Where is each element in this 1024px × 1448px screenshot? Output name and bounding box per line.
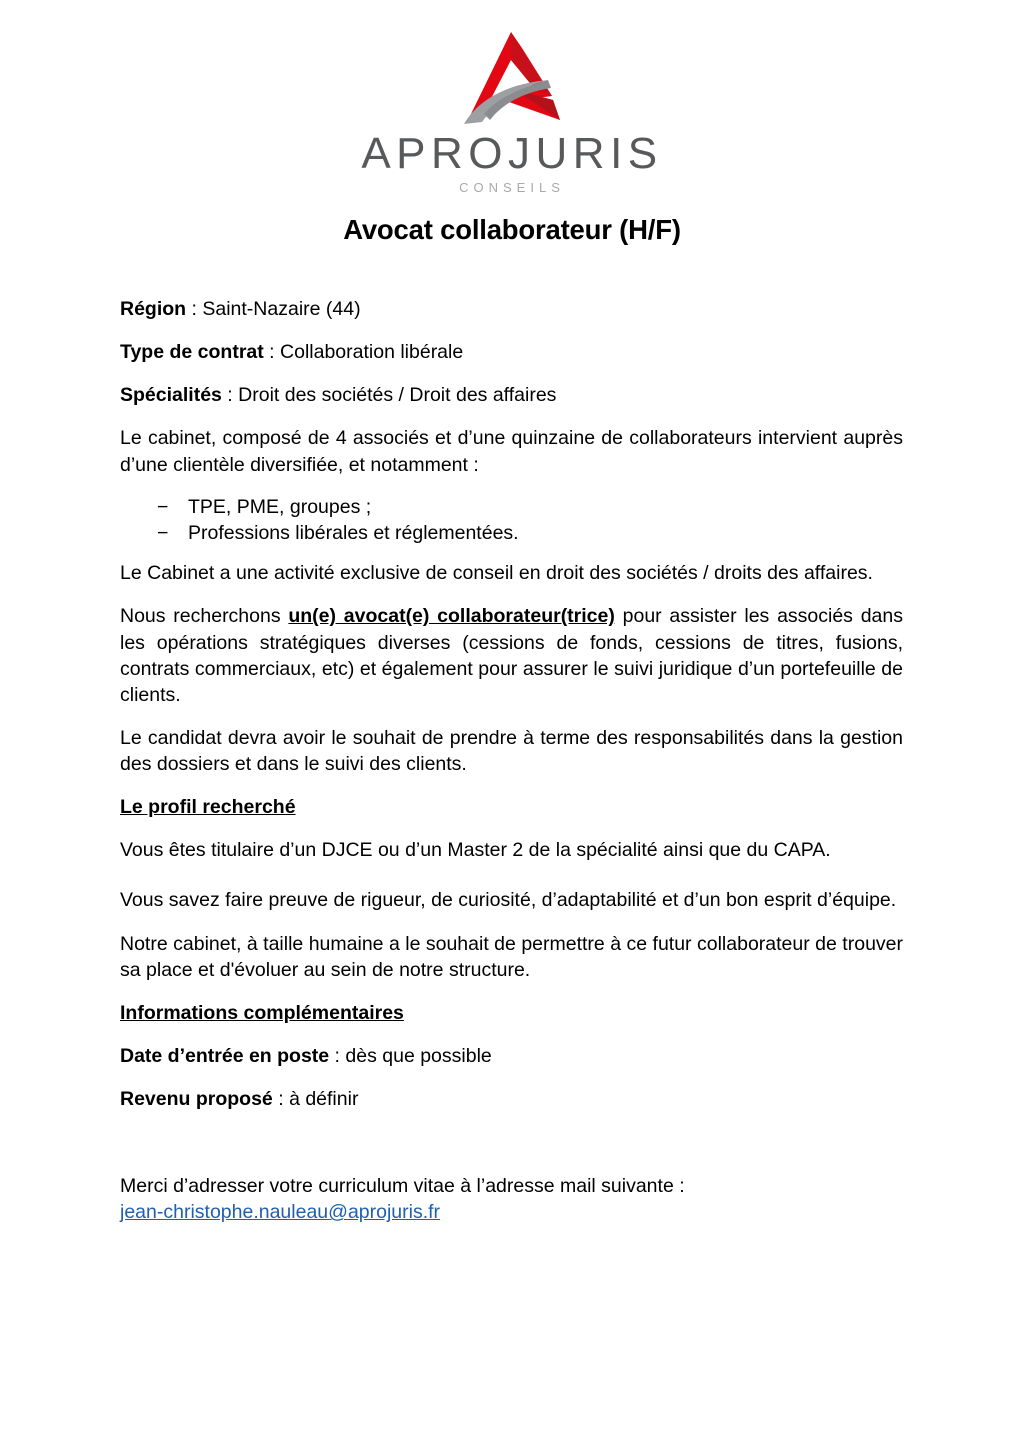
field-specialty-label: Spécialités: [120, 384, 222, 407]
list-item-label: TPE, PME, groupes ;: [188, 495, 372, 518]
field-start-date-separator: :: [329, 1044, 346, 1067]
page-title: Avocat collaborateur (H/F): [343, 214, 681, 245]
aprojuris-arrow-logo-icon: [452, 30, 572, 128]
section-spacer: [120, 1129, 903, 1173]
client-types-list: [120, 495, 903, 547]
list-item-label: Professions libérales et réglementées.: [188, 521, 519, 544]
field-proposed-revenue: [120, 1086, 903, 1112]
document-body: [120, 296, 903, 1225]
dash-bullet-icon: −: [157, 495, 169, 518]
field-specialty-value: Droit des sociétés / Droit des affaires: [238, 384, 557, 407]
paragraph-position-search: [120, 603, 903, 708]
paragraph-profile-education: Vous êtes titulaire d’un DJCE ou d’un Master 2 de la spécialité ainsi que du CAPA.: [120, 839, 831, 862]
paragraph-candidate-expectations: Le candidat devra avoir le souhait de prendre à terme des responsabilités dans la gestion des dossiers et dans le suivi des clients.: [120, 726, 903, 776]
field-specialties: [120, 382, 903, 408]
company-logo: [0, 0, 1024, 194]
field-region: [120, 296, 903, 322]
list-item: [157, 521, 903, 546]
field-contract-label: Type de contrat: [120, 341, 264, 364]
search-role-emphasis: un(e) avocat(e) collaborateur(trice): [288, 605, 615, 628]
contact-email-link[interactable]: jean-christophe.nauleau@aprojuris.fr: [120, 1201, 441, 1224]
field-contract-type: [120, 339, 903, 365]
section-heading-profile: Le profil recherché: [120, 796, 296, 819]
paragraph-firm-culture: Notre cabinet, à taille humaine a le souhait de permettre à ce futur collaborateur de trouver sa place et d'évoluer au sein de notre structure.: [120, 932, 903, 981]
paragraph-profile-qualities: Vous savez faire preuve de rigueur, de curiosité, d’adaptabilité et d’un bon esprit d’équipe.: [120, 889, 897, 912]
logo-wordmark: APROJURIS: [361, 129, 663, 178]
field-start-date: [120, 1043, 903, 1069]
field-contract-separator: :: [263, 341, 281, 364]
field-contract-value: Collaboration libérale: [280, 341, 464, 364]
paragraph-exclusive-activity: Le Cabinet a une activité exclusive de conseil en droit des sociétés / droits des affaires.: [120, 562, 873, 585]
field-region-value: Saint-Nazaire (44): [202, 298, 361, 320]
section-heading-additional-info: Informations complémentaires: [120, 1001, 404, 1024]
field-start-date-value: dès que possible: [345, 1044, 492, 1067]
field-revenue-value: à définir: [289, 1088, 359, 1111]
field-specialty-separator: :: [221, 384, 239, 407]
dash-bullet-icon: −: [157, 521, 169, 544]
field-region-label: Région: [120, 298, 187, 320]
field-start-date-label: Date d’entrée en poste: [120, 1044, 330, 1067]
search-text-suffix: pour assister les associés dans les opérations stratégiques diverses (cessions de fonds, cessions de titres, fusions, contrats commerciaux, etc) et également pour assurer le suivi juridique d’un portefeuille de clients.: [120, 605, 903, 706]
logo-subwordmark: CONSEILS: [459, 180, 565, 195]
paragraph-intro: Le cabinet, composé de 4 associés et d’une quinzaine de collaborateurs intervient auprès d’une clientèle diversifiée, et notamment :: [120, 427, 903, 476]
list-item: [157, 495, 903, 520]
field-revenue-label: Revenu proposé: [120, 1088, 273, 1111]
contact-instruction: Merci d’adresser votre curriculum vitae à l’adresse mail suivante :: [120, 1175, 685, 1198]
field-revenue-separator: :: [272, 1088, 290, 1111]
search-text-prefix: Nous recherchons: [120, 605, 289, 628]
field-region-separator: :: [186, 298, 203, 320]
